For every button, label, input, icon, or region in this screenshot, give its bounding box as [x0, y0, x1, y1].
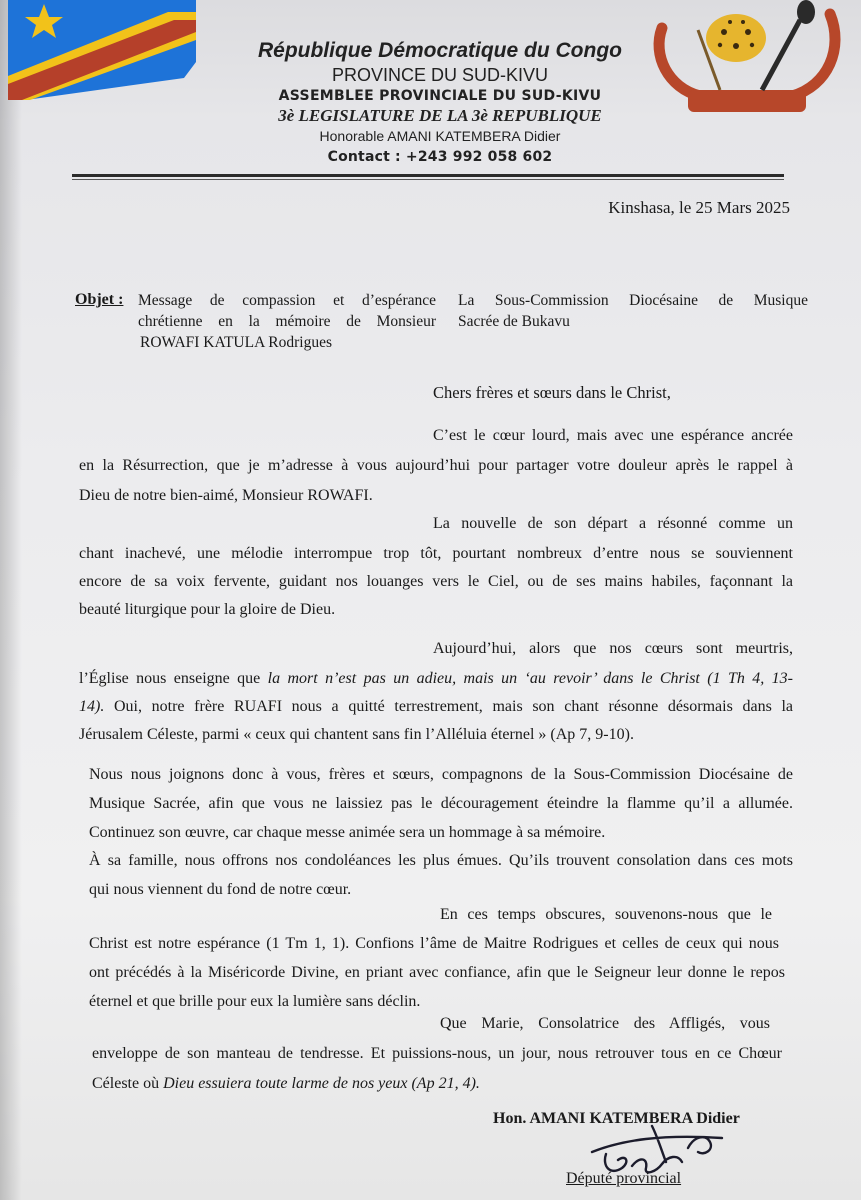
- body-line: beauté liturgique pour la gloire de Dieu.: [79, 601, 336, 618]
- subject-line: chrétienne en la mémoire de Monsieur: [138, 313, 436, 330]
- body-line: En ces temps obscures, souvenons-nous que le: [440, 906, 772, 923]
- letterhead: [210, 38, 670, 168]
- body-line: enveloppe de son manteau de tendresse. Et puissions-nous, un jour, nous retrouver tous en ce Chœur: [92, 1045, 782, 1062]
- body-line: ont précédés à la Miséricorde Divine, en priant avec confiance, afin que le Seigneur leur donne le repos: [89, 964, 785, 981]
- header-divider-thin: [72, 179, 784, 180]
- recipient-line: Sacrée de Bukavu: [458, 313, 570, 330]
- body-line: La nouvelle de son départ a résonné comme un: [433, 515, 793, 532]
- body-line: À sa famille, nous offrons nos condoléances les plus émues. Qu’ils trouvent consolation dans ces mots: [89, 852, 793, 869]
- signatory-name: Hon. AMANI KATEMBERA Didier: [493, 1110, 740, 1127]
- drc-flag-icon: [8, 0, 196, 100]
- body-line: Musique Sacrée, afin que vous ne laissiez pas le découragement éteindre la flamme qu’il a allumée.: [89, 795, 793, 812]
- republic-name: République Démocratique du Congo: [257, 39, 622, 62]
- body-line: Nous nous joignons donc à vous, frères et sœurs, compagnons de la Sous-Commission Diocésaine de: [89, 766, 793, 783]
- body-line: Continuez son œuvre, car chaque messe animée sera un hommage à sa mémoire.: [89, 824, 606, 841]
- signatory-title: Député provincial: [566, 1170, 682, 1187]
- letter-date: Kinshasa, le 25 Mars 2025: [608, 198, 790, 217]
- body-line: qui nous viennent du fond de notre cœur.: [89, 881, 352, 898]
- contact-phone: Contact : +243 992 058 602: [327, 149, 553, 165]
- body-line: chant inachevé, une mélodie interrompue trop tôt, pourtant nombreux d’entre nous se souviennent: [79, 545, 793, 562]
- body-line: C’est le cœur lourd, mais avec une espérance ancrée: [433, 427, 793, 444]
- honorable-name: Honorable AMANI KATEMBERA Didier: [319, 128, 561, 144]
- legislature-name: 3è LEGISLATURE DE LA 3è REPUBLIQUE: [278, 106, 602, 125]
- body-line: Christ est notre espérance (1 Tm 1, 1). Confions l’âme de Maitre Rodrigues et celles de ceux qui nous: [89, 935, 779, 952]
- province-name: PROVINCE DU SUD-KIVU: [331, 65, 549, 85]
- salutation: Chers frères et sœurs dans le Christ,: [433, 383, 671, 402]
- subject-line: Message de compassion et d’espérance: [138, 292, 436, 309]
- page-edge-shadow: [0, 0, 22, 1200]
- recipient-line: La Sous-Commission Diocésaine de Musique: [458, 292, 808, 309]
- body-line: éternel et que brille pour eux la lumière sans déclin.: [89, 993, 421, 1010]
- subject-line: ROWAFI KATULA Rodrigues: [140, 334, 333, 351]
- subject-text: [138, 290, 436, 353]
- body-line: Jérusalem Céleste, parmi « ceux qui chantent sans fin l’Alléluia éternel » (Ap 7, 9-10).: [79, 726, 634, 743]
- italic-quote: Dieu essuiera toute larme de nos yeux (Ap 21, 4).: [163, 1075, 480, 1092]
- text-span: Oui, notre frère RUAFI nous a quitté terrestrement, mais son chant résonne désormais dans la: [104, 698, 793, 715]
- leopard-emblem-icon: [650, 0, 845, 120]
- text-span: Céleste où: [92, 1075, 164, 1092]
- header-divider: [72, 174, 784, 177]
- recipient: [458, 290, 808, 332]
- assembly-name: ASSEMBLEE PROVINCIALE DU SUD-KIVU: [278, 88, 602, 104]
- body-line: [79, 670, 793, 688]
- italic-quote: 14).: [79, 698, 105, 715]
- body-line: en la Résurrection, que je m’adresse à vous aujourd’hui pour partager votre douleur après le rappel à: [79, 457, 793, 474]
- body-line: [79, 698, 793, 716]
- body-line: Dieu de notre bien-aimé, Monsieur ROWAFI.: [79, 487, 373, 504]
- body-line: Que Marie, Consolatrice des Affligés, vous: [440, 1015, 770, 1032]
- subject-label: Objet :: [75, 291, 124, 308]
- text-span: l’Église nous enseigne que: [79, 670, 268, 687]
- body-line: encore de sa voix fervente, guidant nos louanges vers le Ciel, ou de ses mains habiles, façonnant la: [79, 573, 793, 590]
- body-line: [92, 1075, 480, 1093]
- italic-quote: la mort n’est pas un adieu, mais un ‘au revoir’ dans le Christ (1 Th 4, 13-: [267, 670, 793, 687]
- body-line: Aujourd’hui, alors que nos cœurs sont meurtris,: [433, 640, 793, 657]
